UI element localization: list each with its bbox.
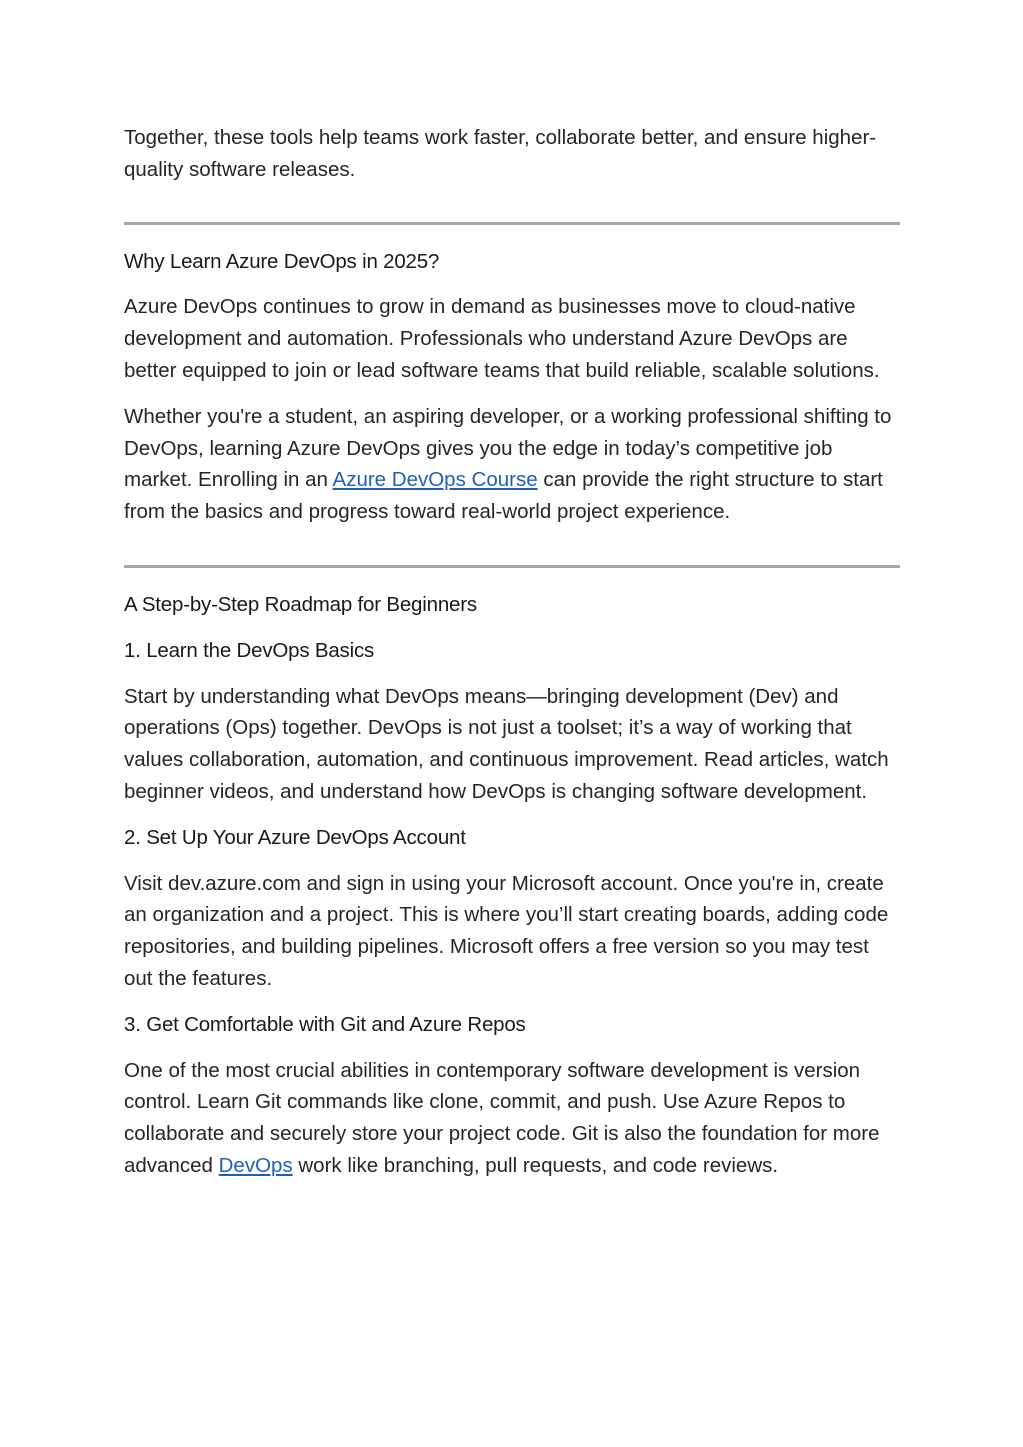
azure-devops-course-link[interactable]: Azure DevOps Course: [332, 468, 538, 492]
roadmap-heading: A Step-by-Step Roadmap for Beginners: [124, 592, 477, 616]
step-2-title: 2. Set Up Your Azure DevOps Account: [124, 825, 466, 849]
why-learn-paragraph-1: Azure DevOps continues to grow in demand as businesses move to cloud-native development and automation. Professionals who understand Azure DevOps are better equipped to join or lead software teams that build reliable, scalable solutions.: [124, 295, 880, 382]
intro-paragraph: Together, these tools help teams work faster, collaborate better, and ensure higher-quality software releases.: [124, 126, 877, 181]
step-3-title: 3. Get Comfortable with Git and Azure Repos: [124, 1012, 526, 1036]
why-learn-paragraph-2-text-start: Whether you're a student, an aspiring developer, or a working professional shifting to DevOps, learning Azure DevOps gives you the edge in today’s competitive job market. Enrolling in an: [124, 404, 892, 492]
section-divider: [124, 565, 900, 568]
document-page: [124, 122, 900, 1196]
step-1-title: 1. Learn the DevOps Basics: [124, 638, 375, 662]
step-3-body: [124, 1055, 900, 1182]
why-learn-paragraph-2: [124, 401, 900, 528]
step-3-body-text-end: work like branching, pull requests, and code reviews.: [292, 1153, 779, 1177]
why-learn-paragraph-2-text-end: can provide the right structure to start from the basics and progress toward real-world project experience.: [124, 468, 883, 524]
step-3-body-text-start: One of the most crucial abilities in contemporary software development is version control. Learn Git commands like clone, commit, and push. Use Azure Repos to collaborate and securely store your project code. Git is also the foundation for more advanced: [124, 1058, 880, 1177]
why-learn-heading: Why Learn Azure DevOps in 2025?: [124, 249, 440, 273]
step-2-body: Visit dev.azure.com and sign in using your Microsoft account. Once you're in, create an organization and a project. This is where you’ll start creating boards, adding code repositories, and building pipelines. Microsoft offers a free version so you may test out the features.: [124, 871, 889, 990]
section-divider: [124, 222, 900, 225]
step-1-body: Start by understanding what DevOps means—bringing development (Dev) and operations (Ops) together. DevOps is not just a toolset; it’s a way of working that values collaboration, automation, and continuous improvement. Read articles, watch beginner videos, and understand how DevOps is changing software development.: [124, 684, 889, 803]
devops-link[interactable]: DevOps: [218, 1153, 293, 1177]
